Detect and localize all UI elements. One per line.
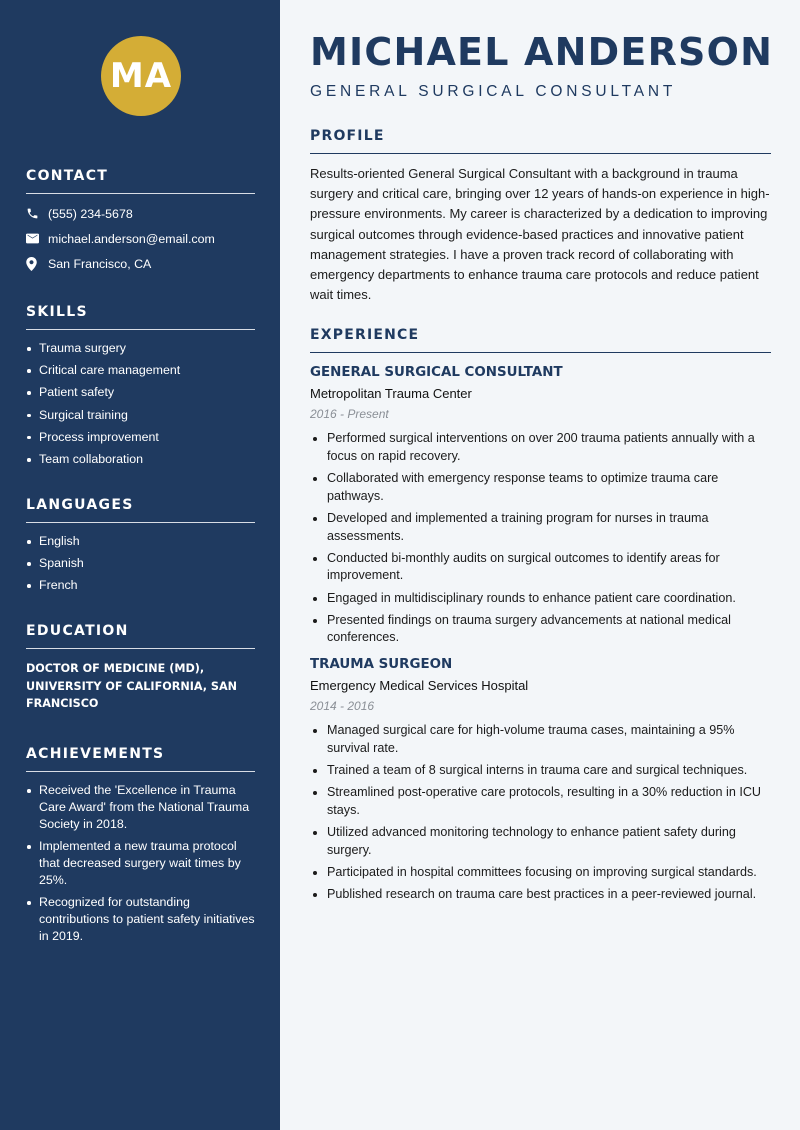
skill-item: Trauma surgery xyxy=(26,340,255,357)
achievement-item: Received the 'Excellence in Trauma Care Award' from the National Trauma Society in 2018. xyxy=(26,782,255,833)
location-icon xyxy=(26,257,48,271)
contact-location-text: San Francisco, CA xyxy=(48,256,152,271)
contact-phone xyxy=(26,201,255,226)
job-bullet: Presented findings on trauma surgery advancements at national medical conferences. xyxy=(310,612,771,648)
contact-section xyxy=(26,168,255,276)
job-dates: 2014 - 2016 xyxy=(310,699,375,714)
education-heading: EDUCATION xyxy=(26,623,255,649)
job-title: TRAUMA SURGEON xyxy=(310,657,453,673)
job-bullet: Participated in hospital committees focusing on improving surgical standards. xyxy=(310,864,771,882)
job-bullet: Conducted bi-monthly audits on surgical outcomes to identify areas for improvement. xyxy=(310,550,771,586)
skill-item: Patient safety xyxy=(26,384,255,401)
skill-item: Process improvement xyxy=(26,429,255,446)
languages-list xyxy=(26,533,255,594)
language-item: Spanish xyxy=(26,555,255,572)
profile-heading: PROFILE xyxy=(310,128,771,154)
languages-heading: LANGUAGES xyxy=(26,497,255,523)
language-item: French xyxy=(26,577,255,594)
job-entry xyxy=(310,657,771,904)
language-item: English xyxy=(26,533,255,550)
achievement-item: Implemented a new trauma protocol that decreased surgery wait times by 25%. xyxy=(26,838,255,889)
experience-section xyxy=(310,327,771,908)
job-bullet: Streamlined post-operative care protocols, resulting in a 30% reduction in ICU stays. xyxy=(310,784,771,820)
job-entry xyxy=(310,365,771,647)
job-bullet: Trained a team of 8 surgical interns in trauma care and surgical techniques. xyxy=(310,762,771,780)
education-section xyxy=(26,623,255,713)
achievement-item: Recognized for outstanding contributions to patient safety initiatives in 2019. xyxy=(26,894,255,945)
job-bullet: Developed and implemented a training program for nurses in trauma assessments. xyxy=(310,510,771,546)
avatar-initials: MA xyxy=(101,36,181,116)
job-bullet: Performed surgical interventions on over 200 trauma patients annually with a focus on rapid recovery. xyxy=(310,430,771,466)
candidate-title: GENERAL SURGICAL CONSULTANT xyxy=(310,83,677,100)
job-bullet: Published research on trauma care best practices in a peer-reviewed journal. xyxy=(310,886,771,904)
candidate-name: MICHAEL ANDERSON xyxy=(310,30,774,74)
job-bullet: Managed surgical care for high-volume trauma cases, maintaining a 95% survival rate. xyxy=(310,722,771,758)
education-degree: DOCTOR OF MEDICINE (MD), UNIVERSITY OF CALIFORNIA, SAN FRANCISCO xyxy=(26,662,237,710)
contact-email-text: michael.anderson@email.com xyxy=(48,231,215,246)
contact-heading: CONTACT xyxy=(26,168,255,194)
main-content xyxy=(280,0,800,1130)
job-company: Metropolitan Trauma Center xyxy=(310,386,472,401)
skill-item: Surgical training xyxy=(26,407,255,424)
profile-section xyxy=(310,128,771,305)
contact-location xyxy=(26,251,255,276)
job-dates: 2016 - Present xyxy=(310,407,389,421)
achievements-section xyxy=(26,746,255,950)
phone-icon xyxy=(26,207,48,220)
experience-heading: EXPERIENCE xyxy=(310,327,771,353)
contact-email xyxy=(26,226,255,251)
job-bullets xyxy=(310,430,771,647)
skill-item: Critical care management xyxy=(26,362,255,379)
job-company: Emergency Medical Services Hospital xyxy=(310,678,529,694)
job-title: GENERAL SURGICAL CONSULTANT xyxy=(310,365,563,380)
job-bullets xyxy=(310,722,771,904)
skill-item: Team collaboration xyxy=(26,451,255,468)
achievements-list xyxy=(26,782,255,945)
job-bullet: Collaborated with emergency response teams to optimize trauma care pathways. xyxy=(310,470,771,506)
languages-section xyxy=(26,497,255,600)
sidebar xyxy=(0,0,280,1130)
skills-list xyxy=(26,340,255,468)
job-bullet: Utilized advanced monitoring technology to enhance patient safety during surgery. xyxy=(310,824,771,860)
email-icon xyxy=(26,233,48,244)
achievements-heading: ACHIEVEMENTS xyxy=(26,746,255,772)
skills-section xyxy=(26,304,255,473)
skills-heading: SKILLS xyxy=(26,304,255,330)
profile-text: Results-oriented General Surgical Consultant with a background in trauma surgery and critical care, bringing over 12 years of hands-on experience in high-pressure environments. My career is characterized by a dedication to improving surgical outcomes through evidence-based practices and innovative patient management strategies. I have a proven track record of collaborating with emergency departments to enhance trauma care protocols and reduce patient wait times. xyxy=(310,166,770,303)
job-bullet: Engaged in multidisciplinary rounds to enhance patient care coordination. xyxy=(310,590,771,608)
contact-phone-text: (555) 234-5678 xyxy=(48,206,133,221)
